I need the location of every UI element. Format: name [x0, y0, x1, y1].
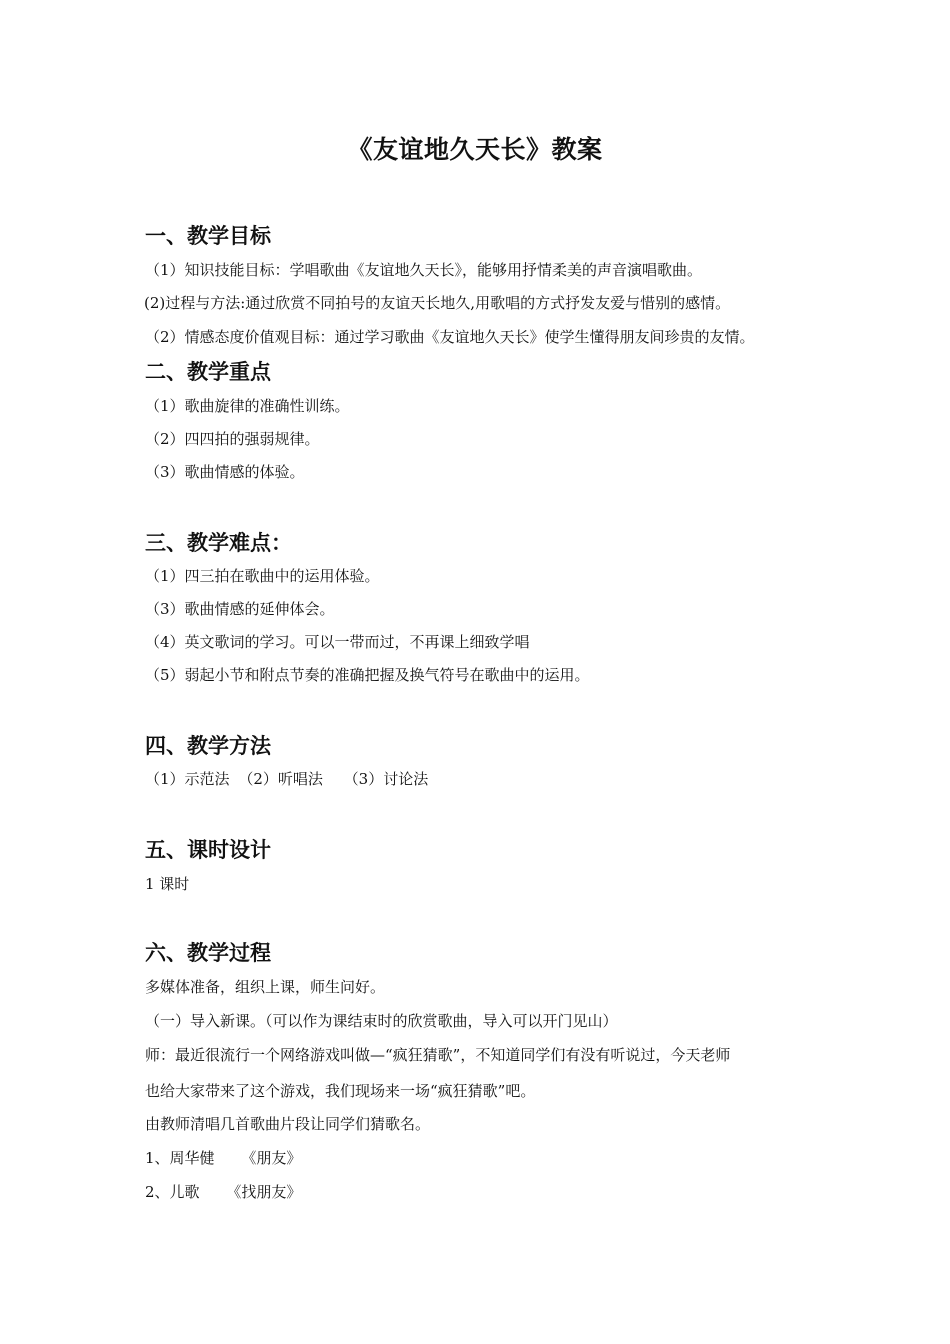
method-item: （1）示范法: [145, 770, 230, 788]
objective-item: （1）知识技能目标：学唱歌曲《友谊地久天长》，能够用抒情柔美的声音演唱歌曲。: [145, 261, 703, 279]
process-line: 多媒体准备，组织上课，师生问好。: [145, 978, 386, 996]
process-line: 师：最近很流行一个网络游戏叫做—“疯狂猜歌”，不知道同学们有没有听说过，今天老师: [145, 1046, 731, 1064]
section-heading-lesson-design: 五、课时设计: [145, 838, 271, 862]
document-title: 《友谊地久天长》教案: [347, 135, 603, 164]
song-item: [145, 1148, 301, 1168]
song-number-artist: 2、儿歌: [145, 1183, 200, 1201]
methods-line: [145, 769, 428, 789]
section-heading-process: 六、教学过程: [145, 941, 271, 965]
section-heading-methods: 四、教学方法: [145, 734, 271, 758]
section-heading-objectives: 一、教学目标: [145, 224, 271, 248]
process-line: 由教师清唱几首歌曲片段让同学们猜歌名。: [145, 1115, 431, 1133]
key-point-item: （1）歌曲旋律的准确性训练。: [145, 397, 350, 415]
song-number-artist: 1、周华健: [145, 1149, 215, 1167]
process-line: 也给大家带来了这个游戏，我们现场来一场“疯狂猜歌”吧。: [145, 1082, 536, 1100]
key-point-item: （2）四四拍的强弱规律。: [145, 430, 320, 448]
method-item: （2）听唱法: [238, 770, 323, 788]
process-line: （一）导入新课。（可以作为课结束时的欣赏歌曲，导入可以开门见山）: [145, 1012, 618, 1030]
difficulty-item: （4）英文歌词的学习。可以一带而过，不再课上细致学唱: [145, 633, 530, 651]
song-item: [145, 1182, 301, 1202]
difficulty-item: （3）歌曲情感的延伸体会。: [145, 600, 335, 618]
song-title: 《朋友》: [241, 1149, 302, 1167]
key-point-item: （3）歌曲情感的体验。: [145, 463, 305, 481]
song-title: 《找朋友》: [226, 1183, 302, 1201]
difficulty-item: （5）弱起小节和附点节奏的准确把握及换气符号在歌曲中的运用。: [145, 666, 590, 684]
difficulty-item: （1）四三拍在歌曲中的运用体验。: [145, 567, 380, 585]
method-item: （3）讨论法: [343, 770, 429, 788]
section-heading-key-points: 二、教学重点: [145, 360, 271, 384]
section-heading-difficulties: 三、教学难点：: [145, 531, 292, 555]
objective-item: (2)过程与方法:通过欣赏不同拍号的友谊天长地久,用歌唱的方式抒发友爱与惜别的感情。: [144, 294, 731, 312]
objective-item: （2）情感态度价值观目标：通过学习歌曲《友谊地久天长》使学生懂得朋友间珍贵的友情。: [145, 328, 755, 346]
lesson-count: 1 课时: [145, 875, 190, 893]
